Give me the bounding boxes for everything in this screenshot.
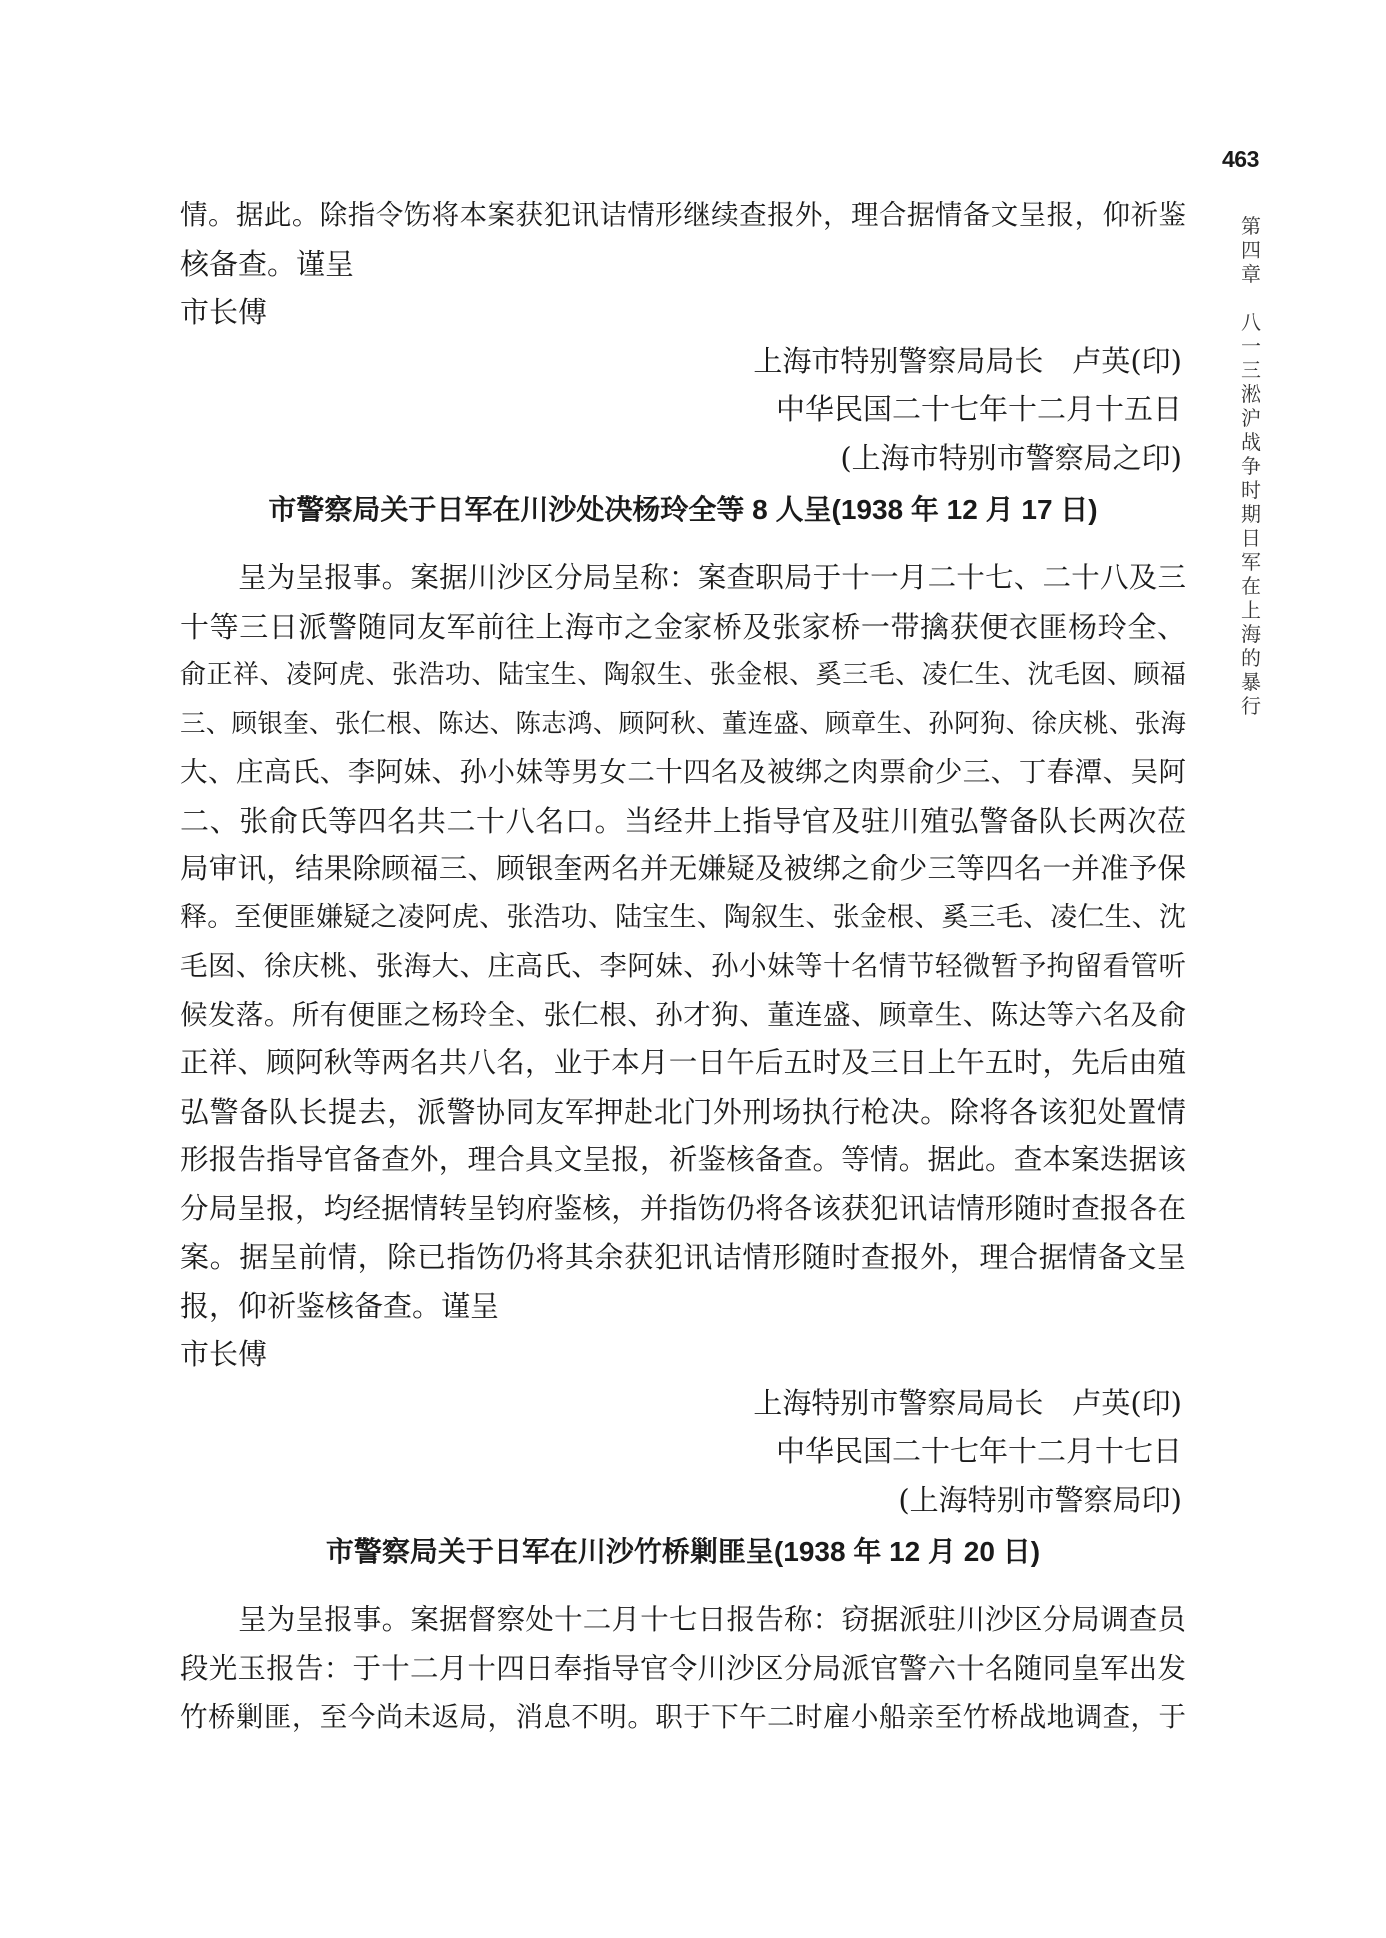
paragraph-line: 三、顾银奎、张仁根、陈达、陈志鸿、顾阿秋、董连盛、顾章生、孙阿狗、徐庆桃、张海 xyxy=(180,708,1186,739)
paragraph-line: 案。据呈前情，除已指饬仍将其余获犯讯诘情形随时查报外，理合据情备文呈 xyxy=(180,1240,1186,1274)
running-head-chapter: 第四章 xyxy=(1241,214,1261,286)
paragraph-line: 二、张俞氏等四名共二十八名口。当经井上指导官及驻川殖弘警备队长两次莅 xyxy=(180,803,1186,838)
paragraph-line: 形报告指导官备查外，理合具文呈报，祈鉴核备查。等情。据此。查本案迭据该 xyxy=(180,1143,1186,1176)
paragraph-line: 释。至便匪嫌疑之凌阿虎、张浩功、陆宝生、陶叙生、张金根、奚三毛、凌仁生、沈 xyxy=(180,901,1186,933)
paragraph-line: 分局呈报，均经据情转呈钧府鉴核，并指饬仍将各该获犯讯诘情形随时查报各在 xyxy=(180,1191,1186,1225)
paragraph-line: 报，仰祈鉴核备查。谨呈 xyxy=(180,1288,500,1323)
doc1-tail xyxy=(180,191,1186,482)
paragraph-line: 核备查。谨呈 xyxy=(180,246,355,281)
paragraph-line: 毛囡、徐庆桃、张海大、庄高氏、李阿妹、孙小妹等十名情节轻微暂予拘留看管听 xyxy=(180,950,1186,982)
paragraph-line: 十等三日派警随同友军前往上海市之金家桥及张家桥一带擒获便衣匪杨玲全、 xyxy=(180,609,1186,644)
paragraph-line: 候发落。所有便匪之杨玲全、张仁根、孙才狗、董连盛、顾章生、陈达等六名及俞 xyxy=(180,998,1186,1031)
paragraph-line: 局审讯，结果除顾福三、顾银奎两名并无嫌疑及被绑之俞少三等四名一并准予保 xyxy=(180,852,1186,885)
paragraph-line: 弘警备队长提去，派警协同友军押赴北门外刑场执行枪决。除将各该犯处置情 xyxy=(180,1094,1186,1129)
sender-signature: 上海特别市警察局局长 卢英(印) xyxy=(753,1385,1182,1420)
paragraph-line: 正祥、顾阿秋等两名共八名，业于本月一日午后五时及三日上午五时，先后由殖 xyxy=(180,1046,1186,1079)
addressee: 市长傅 xyxy=(180,295,268,329)
paragraph-line: 俞正祥、凌阿虎、张浩功、陆宝生、陶叙生、张金根、奚三毛、凌仁生、沈毛囡、顾福 xyxy=(180,660,1186,690)
addressee: 市长傅 xyxy=(180,1337,268,1371)
date-line: 中华民国二十七年十二月十七日 xyxy=(775,1434,1182,1468)
page-number: 463 xyxy=(1222,146,1259,172)
paragraph-line: 呈为呈报事。案据川沙区分局呈称：案查职局于十一月二十七、二十八及三 xyxy=(238,561,1186,594)
paragraph-line: 段光玉报告：于十二月十四日奉指导官令川沙区分局派官警六十名随同皇军出发 xyxy=(180,1651,1186,1685)
document-body xyxy=(180,191,1186,1742)
doc3 xyxy=(180,1526,1186,1742)
paragraph-line: 呈为呈报事。案据督察处十二月十七日报告称：窃据派驻川沙区分局调查员 xyxy=(238,1603,1186,1636)
document-title: 市警察局关于日军在川沙处决杨玲全等 8 人呈(1938 年 12 月 17 日) xyxy=(268,494,1098,525)
seal-note: (上海特别市警察局印) xyxy=(898,1482,1182,1517)
seal-note: (上海市特别市警察局之印) xyxy=(840,440,1182,475)
sender-signature: 上海市特别警察局局长 卢英(印) xyxy=(753,343,1182,378)
paragraph-line: 竹桥剿匪，至今尚未返局，消息不明。职于下午二时雇小船亲至竹桥战地调查，于 xyxy=(180,1701,1186,1733)
doc2 xyxy=(180,484,1186,1524)
date-line: 中华民国二十七年十二月十五日 xyxy=(775,392,1182,426)
document-title: 市警察局关于日军在川沙竹桥剿匪呈(1938 年 12 月 20 日) xyxy=(325,1536,1041,1567)
paragraph-line: 情。据此。除指令饬将本案获犯讯诘情形继续查报外，理合据情备文呈报，仰祈鉴 xyxy=(180,199,1186,231)
running-head xyxy=(1236,214,1266,718)
paragraph-line: 大、庄高氏、李阿妹、孙小妹等男女二十四名及被绑之肉票俞少三、丁春潭、吴阿 xyxy=(180,756,1186,788)
running-head-title: 八一三淞沪战争时期日军在上海的暴行 xyxy=(1241,310,1261,718)
